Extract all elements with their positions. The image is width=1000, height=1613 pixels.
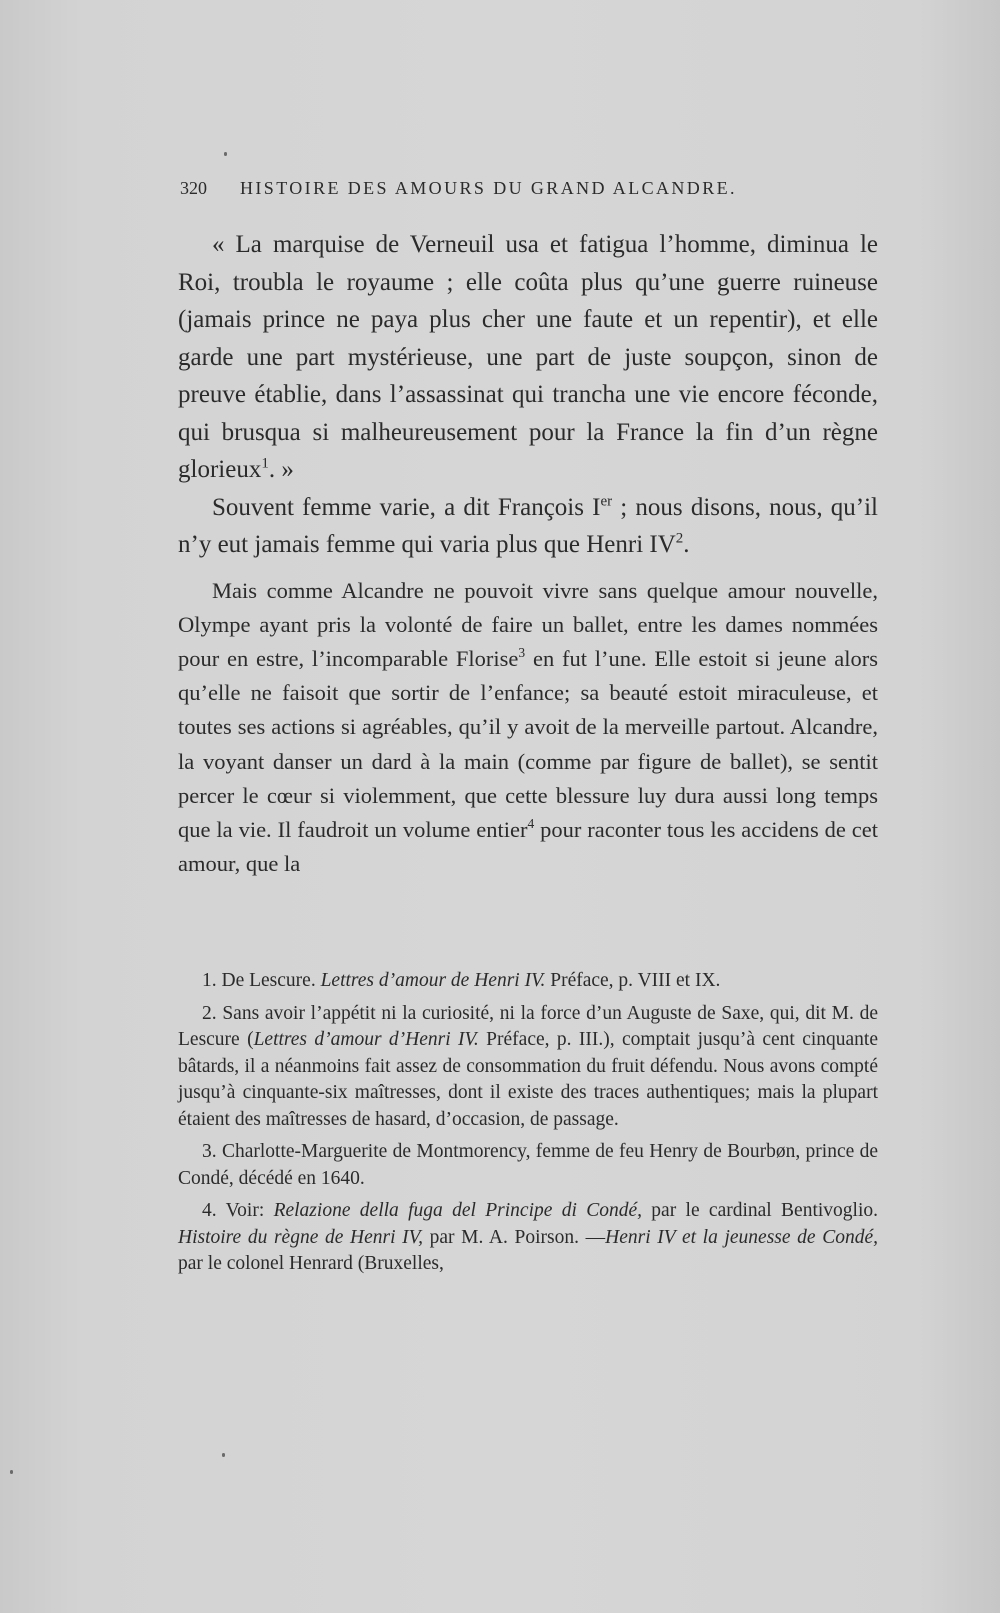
page-number: 320 — [180, 178, 207, 198]
quote-end: . » — [268, 456, 294, 483]
footnote-4-title-2: Histoire du règne de Henri IV, — [178, 1226, 423, 1248]
main-text — [178, 226, 878, 881]
footnote-4-text-b: par le cardinal Bentivoglio. — [641, 1200, 878, 1221]
paragraph-2-text-b: ; nous disons, nous, qu’il n’y eut jamais femme qui varia plus que Henri IV — [178, 493, 878, 558]
footnote-2-title: Lettres d’amour d’Henri IV. — [253, 1029, 479, 1050]
quote-text: « La marquise de Verneuil usa et fatigua l’homme, diminua le Roi, troubla le royaume ; elle coûta plus qu’une guerre ruineuse (jamais prince ne paya plus cher une faute et un repentir), et elle garde une part mystérieuse, une part de juste soupçon, sinon de preuve établie, dans l’assassinat qui trancha une vie encore féconde, qui brusqua si malheureusement pour la France la fin d’un règne glorieux — [178, 231, 878, 483]
paragraph-3-text-a: Mais comme Alcandre ne pouvoit vivre sans quelque amour nouvelle, Olympe ayant pris la volonté de faire un ballet, entre les dames nommées pour en estre, l’incomparable Florise — [178, 577, 878, 671]
paragraph-3 — [178, 574, 878, 882]
footnote-ref-2: 2 — [675, 530, 684, 547]
footnote-ref-3: 3 — [518, 645, 526, 661]
paragraph-2-text-a: Souvent femme varie, a dit François I — [212, 493, 601, 521]
paper-speck — [222, 1453, 225, 1457]
footnote-1-text-a: 1. De Lescure. — [202, 970, 321, 991]
paper-speck — [224, 152, 227, 156]
footnote-4-title-3: Henri IV et la jeunesse de Condé, — [605, 1226, 878, 1248]
footnote-ref-1: 1 — [261, 455, 269, 472]
footnote-ref-4: 4 — [527, 816, 535, 832]
footnote-1-text-b: Préface, p. VIII et IX. — [545, 970, 721, 991]
quote-paragraph — [178, 226, 878, 489]
footnote-2-text-a: 2. Sans avoir l’appétit ni la curiosité, ni la force d’un Auguste de Saxe, qui, dit M. de Lescure ( — [178, 1002, 878, 1050]
paragraph-2-end: . — [683, 531, 690, 558]
footnote-3: 3. Charlotte-Marguerite de Montmorency, femme de feu Henry de Bourbøn, prince de Condé, décédé en 1640. — [178, 1141, 878, 1189]
superscript-er: er — [600, 492, 613, 509]
footnotes — [178, 968, 878, 1284]
footnote-4-text-c: par M. A. Poirson. — — [422, 1226, 606, 1248]
footnote-2-text-b: Préface, p. III.), comptait jusqu’à cent cinquante bâtards, il a néanmoins fait assez de consommation du fruit défendu. Nous avons compté jusqu’à cinquante-six maîtresses, dont il existe des traces authentiques; mais la plupart étaient des maîtresses de hasard, d’occasion, de passage. — [178, 1029, 878, 1130]
running-title: HISTOIRE DES AMOURS DU GRAND ALCANDRE. — [240, 178, 737, 198]
footnote-4-text-a: 4. Voir: — [202, 1200, 274, 1221]
paragraph-3-text-c: pour raconter tous les accidens de cet amour, que la — [178, 816, 878, 877]
footnote-1-title: Lettres d’amour de Henri IV. — [320, 970, 546, 991]
footnote-4 — [178, 1198, 878, 1278]
running-header — [180, 178, 870, 199]
footnote-1 — [178, 968, 878, 995]
footnote-4-text-d: par le colonel Henrard (Bruxelles, — [178, 1253, 444, 1274]
footnote-4-title-1: Relazione della fuga del Principe di Condé, — [273, 1200, 642, 1221]
paragraph-3-text-b: en fut l’une. Elle estoit si jeune alors qu’elle ne faisoit que sortir de l’enfance; sa beauté estoit miraculeuse, et toutes ses actions si agréables, qu’il y avoit de la merveille partout. Alcandre, la voyant danser un dard à la main (comme par figure de ballet), se sentit percer le cœur si violemment, que cette blessure luy dura aussi long temps que la vie. Il faudroit un volume entier — [178, 645, 878, 842]
paper-speck — [10, 1470, 13, 1474]
paragraph-2 — [178, 489, 878, 564]
footnote-2 — [178, 1001, 878, 1134]
